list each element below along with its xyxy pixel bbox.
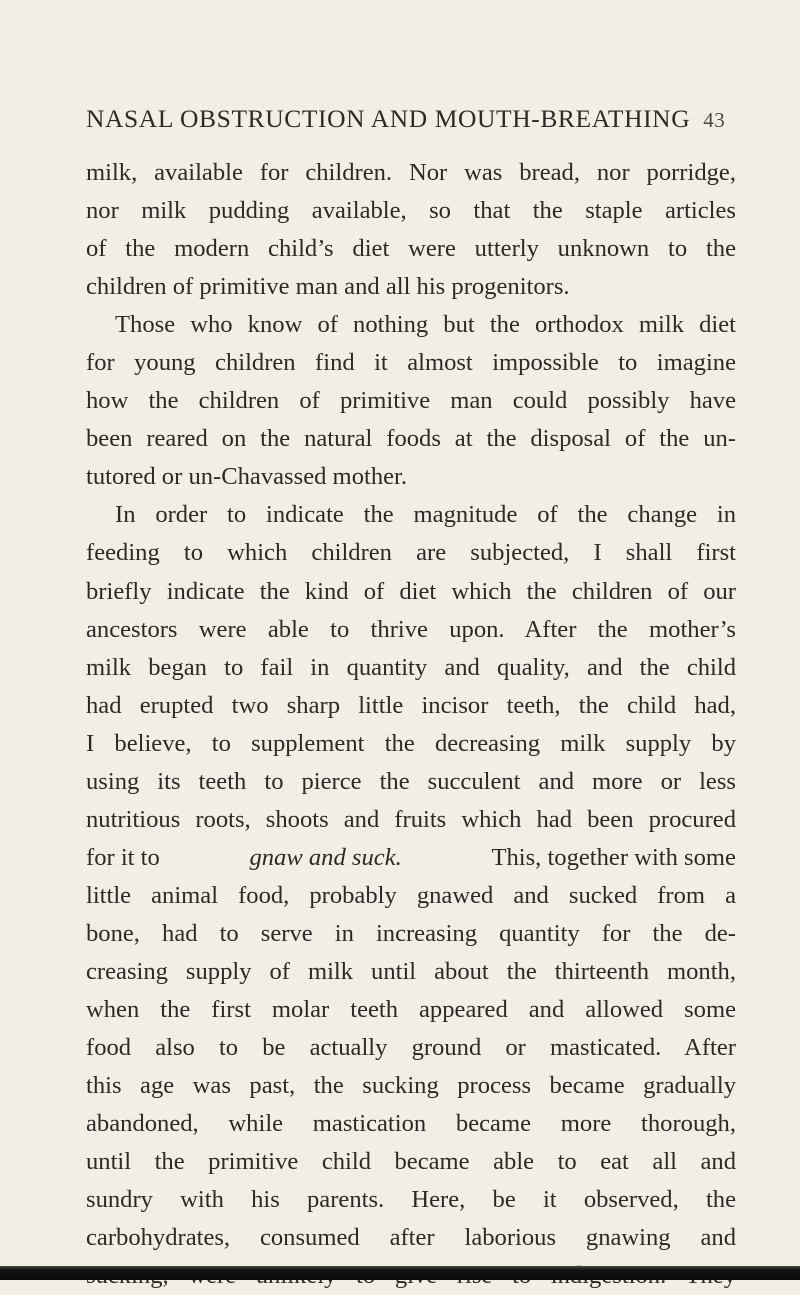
text-line: abandoned, while mastication became more thorough, (86, 1110, 736, 1138)
running-title: NASAL OBSTRUCTION AND MOUTH-BREATHING (86, 104, 691, 133)
text-line: carbohydrates, consumed after laborious gnawing and (86, 1224, 736, 1252)
text-line-mixed (86, 839, 736, 877)
page-number: 43 (703, 108, 726, 132)
page-bottom-edge (0, 1266, 800, 1280)
text-line: bone, had to serve in increasing quantity for the de- (86, 919, 736, 947)
text-line: milk, available for children. Nor was bread, nor porridge, (86, 159, 736, 186)
text-line: nutritious roots, shoots and fruits which had been procured (86, 805, 736, 833)
text-line: children of primitive man and all his progenitors. (86, 273, 570, 301)
text-line: I believe, to supplement the decreasing milk supply by (86, 729, 736, 757)
text-line: this age was past, the sucking process became gradually (86, 1072, 736, 1100)
text-line: how the children of primitive man could possibly have (86, 387, 736, 415)
text-line: when the first molar teeth appeared and allowed some (86, 996, 736, 1024)
text-segment: for it to (86, 843, 160, 871)
text-line: had erupted two sharp little incisor teeth, the child had, (86, 691, 736, 719)
text-line: milk began to fail in quantity and quality, and the child (86, 653, 736, 681)
text-line: of the modern child’s diet were utterly unknown to the (86, 235, 736, 263)
text-line: ancestors were able to thrive upon. After the mother’s (86, 615, 736, 643)
body-text (86, 154, 736, 1295)
text-line: until the primitive child became able to eat all and (86, 1148, 736, 1176)
text-line: tutored or un-Chavassed mother. (86, 463, 408, 491)
text-line: creasing supply of milk until about the thirteenth month, (86, 957, 736, 985)
text-line: using its teeth to pierce the succulent and more or less (86, 767, 736, 795)
text-line: sundry with his parents. Here, be it observed, the (86, 1186, 736, 1214)
text-line: briefly indicate the kind of diet which the children of our (86, 577, 736, 605)
text-segment: This, together with some (491, 843, 736, 871)
text-line: Those who know of nothing but the orthodox milk diet (115, 311, 736, 339)
text-line: little animal food, probably gnawed and sucked from a (86, 881, 736, 909)
text-line: In order to indicate the magnitude of the change in (115, 501, 736, 529)
text-line: nor milk pudding available, so that the staple articles (86, 197, 736, 225)
text-line: been reared on the natural foods at the disposal of the un- (86, 425, 736, 453)
italic-phrase: gnaw and suck. (249, 843, 402, 871)
text-line: food also to be actually ground or masticated. After (86, 1034, 736, 1062)
text-line: for young children find it almost impossible to imagine (86, 349, 736, 377)
text-line: feeding to which children are subjected, I shall first (86, 539, 736, 567)
running-header (86, 104, 736, 134)
